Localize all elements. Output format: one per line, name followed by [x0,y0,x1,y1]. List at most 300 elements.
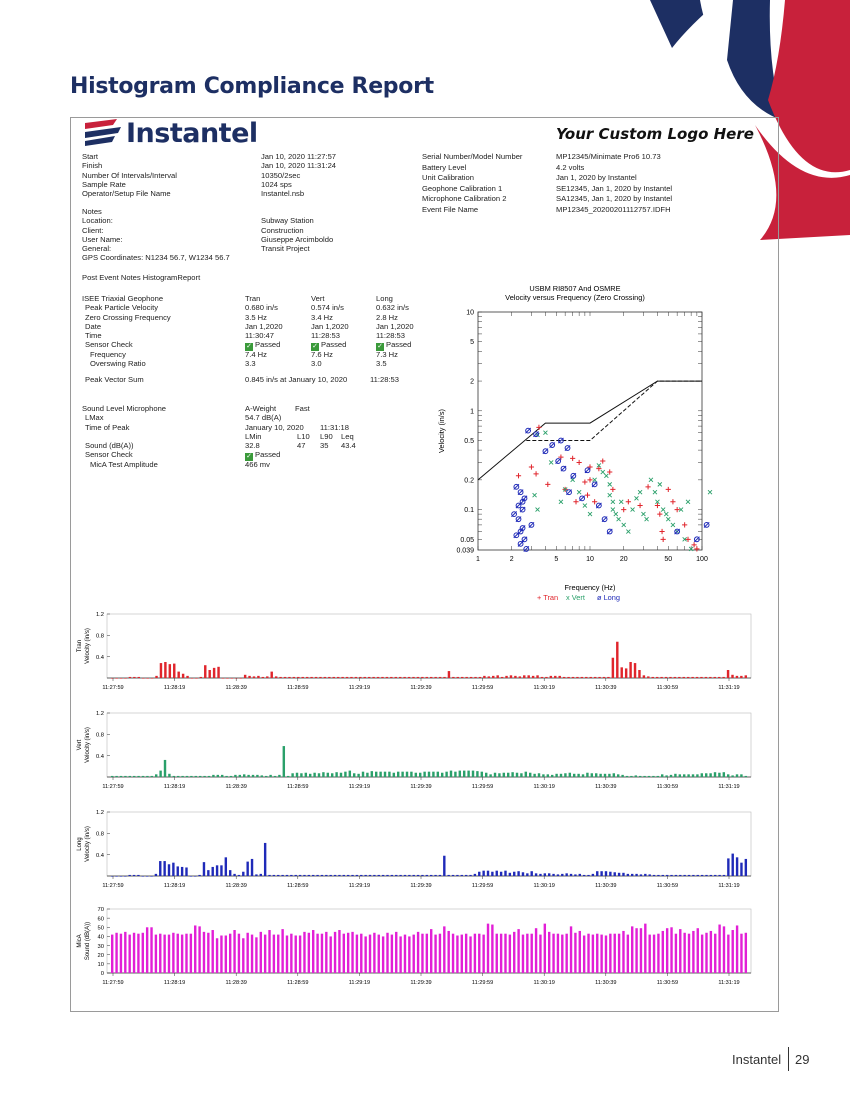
histogram-bar [308,933,310,973]
histogram-bar [378,875,380,876]
y-tick-label: 0.039 [456,547,474,555]
histogram-bar [605,871,607,876]
vert-point [536,508,540,512]
vert-point [549,460,553,464]
histogram-bar [722,677,724,678]
histogram-bar [513,872,515,876]
histogram-bar [177,776,179,777]
tran-point [645,484,650,489]
y-tick-label: 0 [100,971,104,978]
y-tick-label: 0.8 [95,633,104,640]
histogram-bar [426,875,428,876]
geophone-cell: Jan 1,2020 [311,321,349,331]
histogram-bar [120,876,122,877]
histogram-bar [408,936,410,973]
histogram-bar [461,677,463,678]
y-tick-label: 0.5 [464,438,474,446]
histogram-bar [629,662,631,678]
histogram-bar [264,843,266,876]
geophone-cell: 7.3 Hz [376,349,398,359]
limit-line [526,381,702,440]
histogram-bar [255,937,257,973]
notes-label: Location: [82,216,113,226]
histogram-bar [481,772,483,777]
legend-item: ø Long [597,593,621,602]
histogram-bar [395,932,397,973]
histogram-bar [190,876,192,877]
notes-label: User Name: [82,234,123,244]
histogram-bar [229,934,231,973]
histogram-bar [137,934,139,973]
x-tick-label: 11:29:39 [410,784,432,790]
histogram-bar [665,775,667,777]
histogram-bar [710,931,712,973]
histogram-bar [452,677,454,678]
histogram-bar [630,776,632,777]
histogram-bar [718,773,720,777]
histogram-bar [151,678,153,679]
vert-point [708,490,712,494]
long-point [561,466,566,471]
histogram-bar [204,665,206,678]
info-label: Event File Name [422,204,479,214]
x-tick-label: 11:30:39 [595,883,617,889]
histogram-bar [212,930,214,973]
histogram-bar [347,933,349,973]
x-tick-label: 11:28:39 [225,685,247,691]
histogram-bar [213,668,215,678]
x-tick-label: 11:30:39 [595,784,617,790]
histogram-bar [644,924,646,973]
vert-point [577,490,581,494]
x-tick-label: 11:27:59 [102,685,124,691]
histogram-bar [618,934,620,973]
histogram-bar [592,874,594,876]
histogram-bar [327,773,329,777]
histogram-bar [714,934,716,973]
histogram-bar [129,776,131,777]
histogram-bar [565,873,567,876]
long-point [524,546,529,551]
x-tick-label: 50 [664,556,673,563]
info-value: Instantel.nsb [261,189,305,199]
histogram-bar [683,774,685,777]
histogram-bar [159,934,161,973]
histogram-bar [640,928,642,973]
y-tick-label: 0.4 [95,654,104,661]
x-tick-label: 11:30:59 [656,980,679,986]
histogram-bar [334,932,336,973]
histogram-bar [293,677,295,678]
histogram-bar [618,873,620,876]
geophone-cell: 11:28:53 [311,331,340,341]
histogram-bar [177,934,179,973]
histogram-bar [648,935,650,973]
histogram-bar [316,934,318,973]
x-tick-label: 11:30:59 [656,685,679,691]
histogram-bar [679,774,681,777]
velocity-frequency-chart [430,282,720,607]
histogram-bar [640,874,642,876]
mic-label: Time of Peak [85,422,130,432]
custom-logo-placeholder: Your Custom Logo Here [556,125,754,143]
histogram-bar [331,773,333,777]
histogram-bar [253,676,255,678]
histogram-bar [710,875,712,876]
tran-point [577,460,582,465]
histogram-bar [312,930,314,973]
stat-value: 35 [320,441,329,451]
histogram-bar [727,935,729,973]
histogram-bar [333,677,335,678]
x-tick-label: 11:28:19 [163,883,186,889]
histogram-bar [160,663,162,678]
tran-point [621,507,626,512]
x-tick-label: 100 [696,556,708,563]
histogram-bar [605,936,607,973]
mic-labels [82,404,166,469]
histogram-bar [413,875,415,876]
tran-point [529,464,534,469]
histogram-bar [539,874,541,876]
histogram-bar [657,776,659,777]
histogram-bar [590,677,592,678]
histogram-bar [718,875,720,876]
long-point [579,496,584,501]
geophone-cell: 11:28:53 [376,331,405,341]
y-axis-label-line1: MicA [77,934,83,948]
histogram-bar [133,776,135,777]
histogram-bar [164,662,166,678]
histogram-bar [465,677,467,678]
histogram-bar [723,875,725,876]
histogram-bar [595,773,597,777]
histogram-bar [163,935,165,973]
histogram-bar [675,934,677,973]
histogram-bar [461,935,463,973]
chart-subtitle: Velocity versus Frequency (Zero Crossing) [505,293,645,302]
x-tick-label: 11:30:19 [533,883,555,889]
histogram-bar [278,775,280,777]
x-tick-label: 11:28:39 [225,980,247,986]
histogram-bar [701,875,703,876]
histogram-bar [583,875,585,876]
tran-point [573,499,578,504]
histogram-bar [238,934,240,973]
vert-point [631,508,635,512]
histogram-bar [242,872,244,876]
histogram-bar [625,668,627,678]
histogram-bar [279,677,281,678]
histogram-bar [665,677,667,678]
histogram-bar [579,931,581,973]
histogram-bar [120,678,122,679]
x-tick-label: 11:28:19 [163,784,186,790]
histogram-bar [303,875,305,876]
mic-sensor-value: Passed [255,450,281,460]
tran-point [585,493,590,498]
info-label: Number Of Intervals/Interval [82,170,177,180]
histogram-bar [500,934,502,973]
histogram-bar [366,773,368,777]
histogram-bar [653,875,655,876]
histogram-bar [386,875,388,876]
histogram-bar [439,677,441,678]
histogram-bar [445,772,447,777]
long-point [565,445,570,450]
histogram-bar [547,774,549,777]
histogram-bar [251,859,253,876]
histogram-bar [391,935,393,973]
histogram-bar [614,934,616,973]
histogram-bar [295,875,297,876]
histogram-bar [384,772,386,777]
histogram-bar [519,676,521,678]
histogram-bar [271,672,273,678]
histogram-bar [613,773,615,777]
histogram-bar [417,875,419,876]
histogram-bar [478,934,480,973]
histogram-bar [531,934,533,973]
x-tick-label: 11:31:19 [718,883,740,889]
histogram-bar [487,871,489,876]
histogram-bar [274,776,276,777]
geophone-cell: 2.8 Hz [376,312,398,322]
x-tick-label: 11:30:19 [533,685,555,691]
histogram-bar [151,776,153,777]
histogram-bar [299,936,301,973]
y-tick-label: 60 [97,916,104,923]
info-label: Microphone Calibration 2 [422,194,507,204]
histogram-bar [709,677,711,678]
histogram-bar [115,678,117,679]
long-point [514,484,519,489]
histogram-bar [745,776,747,777]
histogram-bar [509,873,511,876]
histogram-bar [714,677,716,678]
histogram-bar [576,677,578,678]
histogram-bar [368,677,370,678]
geophone-table [82,294,171,368]
histogram-bar [290,875,292,876]
y-tick-label: 10 [97,962,104,969]
histogram-bar [527,675,529,678]
histogram-bar [687,774,689,777]
geophone-cell: 0.680 in/s [245,303,278,313]
histogram-bar [489,774,491,777]
check-icon: ✓ [246,343,252,351]
mic-label: LMax [85,413,104,423]
histogram-bar [371,771,373,777]
histogram-bar [631,874,633,876]
histogram-bar [745,675,747,678]
histogram-bar [617,774,619,777]
histogram-bar [225,936,227,973]
histogram-bar [128,875,130,876]
histogram-bar [312,875,314,876]
geophone-cell: 3.0 [311,359,322,369]
histogram-bar [469,875,471,876]
histogram-bar [399,677,401,678]
histogram-bar [550,676,552,678]
histogram-bar [324,677,326,678]
histogram-bar [581,677,583,678]
histogram-bar [740,676,742,678]
long-point [543,449,548,454]
histogram-bar [281,875,283,876]
histogram-bar [252,775,254,777]
histogram-bar [500,872,502,876]
histogram-bar [142,933,144,973]
histogram-bar [310,677,312,678]
histogram-bar [457,677,459,678]
histogram-bar [591,773,593,777]
histogram-bar [494,773,496,777]
x-tick-label: 11:28:59 [287,883,309,889]
histogram-bar [242,938,244,973]
geophone-row-label: Frequency [90,349,126,359]
histogram-bar [172,933,174,973]
histogram-bar [428,772,430,777]
histogram-bar [563,677,565,678]
histogram-bar [233,930,235,973]
histogram-bar [221,775,223,777]
histogram-bar [573,774,575,777]
histogram-bar [231,678,233,679]
histogram-bar [639,776,641,777]
histogram-bar [423,772,425,777]
x-tick-label: 20 [619,556,628,563]
vert-point [645,517,649,521]
histogram-bar [696,774,698,777]
histogram-bar [531,871,533,876]
long-point [529,522,534,527]
histogram-bar [476,771,478,777]
histogram-bar [507,773,509,777]
histogram-bar [609,934,611,973]
y-tick-label: 5 [470,339,474,347]
histogram-bar [216,938,218,973]
vert-point [686,500,690,504]
histogram-bar [264,935,266,973]
x-tick-label: 11:28:39 [225,784,247,790]
histogram-bar [372,677,374,678]
histogram-bar [456,875,458,876]
y-tick-label: 0.4 [95,753,104,760]
histogram-bar [638,670,640,678]
histogram-bar [191,678,193,679]
tran-point [682,522,687,527]
histogram-bar [561,935,563,973]
vert-point [604,474,608,478]
histogram-bar [614,872,616,876]
histogram-bar [316,875,318,876]
histogram-bar [164,760,166,777]
histogram-bar [273,935,275,973]
histogram-bar [662,931,664,973]
vert-point [593,478,597,482]
histogram-bar [329,875,331,876]
histogram-bar [504,871,506,876]
histogram-bar [454,772,456,777]
histogram-bar [705,773,707,777]
histogram-bar [334,875,336,876]
tran-point [670,499,675,504]
histogram-bar [661,774,663,777]
tran-point [666,487,671,492]
histogram-bar [443,677,445,678]
histogram-bar [491,872,493,876]
histogram-bar [415,773,417,777]
histogram-bar [701,773,703,777]
x-tick-label: 11:28:19 [163,980,186,986]
info-left-labels [82,152,177,198]
histogram-bar [688,875,690,876]
histogram-bar [570,926,572,973]
info-value: SE12345, Jan 1, 2020 by Instantel [556,183,673,193]
long-point [596,503,601,508]
histogram-bar [736,925,738,973]
histogram-bar [430,875,432,876]
histogram-bar [552,934,554,973]
y-tick-label: 0.1 [464,507,474,515]
histogram-bar [168,774,170,777]
histogram-bar [740,774,742,777]
histogram-bar [437,772,439,777]
x-tick-label: 11:27:59 [102,883,124,889]
histogram-bar [413,935,415,973]
histogram-bar [600,871,602,876]
histogram-bar [393,773,395,777]
histogram-bar [115,876,117,877]
geophone-heading: ISEE Triaxial Geophone [82,294,164,303]
info-label: Operator/Setup File Name [82,189,171,199]
long-point [607,529,612,534]
geophone-cell: Passed [255,340,281,350]
histogram-bar [155,935,157,973]
x-tick-label: 11:29:59 [471,685,494,691]
histogram-bar [347,875,349,876]
histogram-bar [248,676,250,678]
histogram-bar [309,774,311,777]
histogram-bar [616,642,618,678]
histogram-bar [337,677,339,678]
plot-area [107,614,751,678]
histogram-bar [696,677,698,678]
histogram-bar [268,875,270,876]
histogram-bar [364,677,366,678]
histogram-bar [670,927,672,973]
histogram-bar [186,776,188,777]
gps-coordinates: GPS Coordinates: N1234 56.7, W1234 56.7 [82,253,230,263]
histogram-bar [124,876,126,877]
histogram-bar [220,936,222,973]
y-tick-label: 0.2 [464,477,474,485]
x-tick-label: 11:29:59 [471,980,494,986]
histogram-bar [321,875,323,876]
notes-heading: Notes [82,207,102,216]
histogram-bar [390,677,392,678]
geophone-cell: 3.5 [376,359,387,369]
histogram-bar [496,934,498,973]
y-tick-label: 1.2 [95,612,104,619]
histogram-bar [325,932,327,973]
brand-logo-text: Instantel [126,118,258,149]
histogram-bar [217,775,219,777]
info-label: Finish [82,161,103,171]
histogram-bar [675,875,677,876]
check-icon: ✓ [377,343,383,351]
